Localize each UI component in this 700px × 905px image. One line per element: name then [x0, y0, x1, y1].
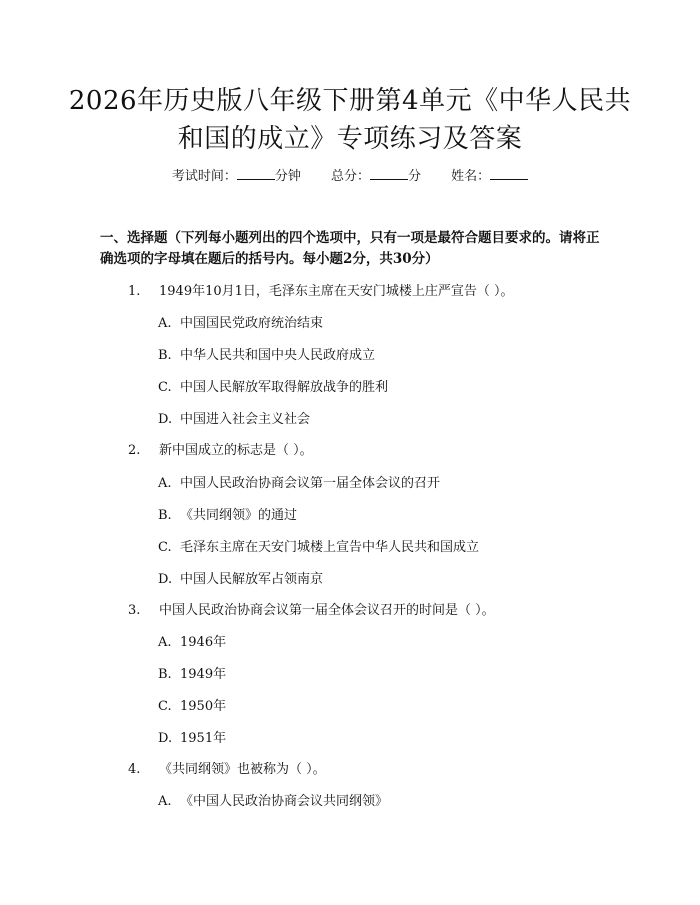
question-3-option-a	[158, 633, 226, 653]
total-score-field	[331, 169, 421, 184]
exam-time-field	[172, 169, 301, 184]
question-1-option-b	[158, 346, 375, 366]
option-text: 1946年	[180, 635, 227, 650]
option-letter: C.	[158, 699, 172, 714]
question-1-option-c	[158, 378, 388, 398]
total-score-blank	[370, 167, 408, 180]
question-text: 中国人民政治协商会议第一届全体会议召开的时间是（ ）。	[159, 603, 495, 618]
question-1-option-a	[158, 314, 323, 334]
option-letter: A.	[158, 476, 172, 491]
option-text: 中国人民解放军取得解放战争的胜利	[180, 380, 389, 395]
option-text: 中国国民党政府统治结束	[180, 316, 324, 331]
exam-time-blank	[237, 167, 275, 180]
total-score-label: 总分：	[330, 169, 370, 184]
document-title: 2026年历史版八年级下册第4单元《中华人民共和国的成立》专项练习及答案	[68, 86, 632, 154]
section-heading: 一、选择题（下列每小题列出的四个选项中，只有一项是最符合题目要求的。请将正确选项的字母填在题后的括号内。每小题2分，共30分）	[100, 230, 600, 267]
question-3-option-b	[158, 665, 226, 685]
total-score-unit: 分	[408, 169, 422, 184]
question-text: 新中国成立的标志是（ ）。	[159, 443, 313, 458]
question-number: 1.	[128, 284, 141, 299]
option-text: 毛泽东主席在天安门城楼上宣告中华人民共和国成立	[180, 540, 480, 555]
option-letter: B.	[158, 348, 172, 363]
question-text: 1949年10月1日，毛泽东主席在天安门城楼上庄严宣告（ ）。	[159, 284, 514, 299]
question-2	[128, 441, 313, 461]
question-number: 3.	[128, 603, 141, 618]
option-text: 1950年	[180, 699, 227, 714]
option-text: 《中国人民政治协商会议共同纲领》	[180, 794, 389, 809]
question-3-option-d	[158, 729, 226, 749]
option-text: 中华人民共和国中央人民政府成立	[180, 348, 376, 363]
option-letter: D.	[158, 412, 173, 427]
student-name-blank	[490, 167, 528, 180]
exam-info-line	[0, 167, 700, 187]
student-name-label: 姓名：	[451, 169, 491, 184]
option-text: 《共同纲领》的通过	[180, 508, 298, 523]
exam-time-label: 考试时间：	[171, 169, 237, 184]
option-text: 1951年	[180, 731, 227, 746]
option-letter: C.	[158, 380, 172, 395]
question-number: 4.	[128, 762, 141, 777]
option-letter: D.	[158, 731, 173, 746]
question-2-option-c	[158, 538, 479, 558]
option-text: 1949年	[180, 667, 227, 682]
question-2-option-b	[158, 506, 297, 526]
option-letter: B.	[158, 508, 172, 523]
option-letter: D.	[158, 572, 173, 587]
question-3	[128, 601, 495, 621]
option-text: 中国进入社会主义社会	[180, 412, 311, 427]
question-2-option-a	[158, 474, 440, 494]
question-text: 《共同纲领》也被称为（ ）。	[159, 762, 326, 777]
question-2-option-d	[158, 570, 323, 590]
option-text: 中国人民政治协商会议第一届全体会议的召开	[180, 476, 441, 491]
exam-time-unit: 分钟	[274, 169, 301, 184]
student-name-field	[451, 169, 528, 184]
question-number: 2.	[128, 443, 141, 458]
question-1-option-d	[158, 410, 310, 430]
option-letter: B.	[158, 667, 172, 682]
question-4	[128, 760, 326, 780]
option-letter: A.	[158, 316, 172, 331]
question-1	[128, 282, 514, 302]
option-letter: A.	[158, 635, 172, 650]
question-4-option-a	[158, 792, 388, 812]
option-text: 中国人民解放军占领南京	[180, 572, 324, 587]
option-letter: C.	[158, 540, 172, 555]
question-3-option-c	[158, 697, 226, 717]
option-letter: A.	[158, 794, 172, 809]
